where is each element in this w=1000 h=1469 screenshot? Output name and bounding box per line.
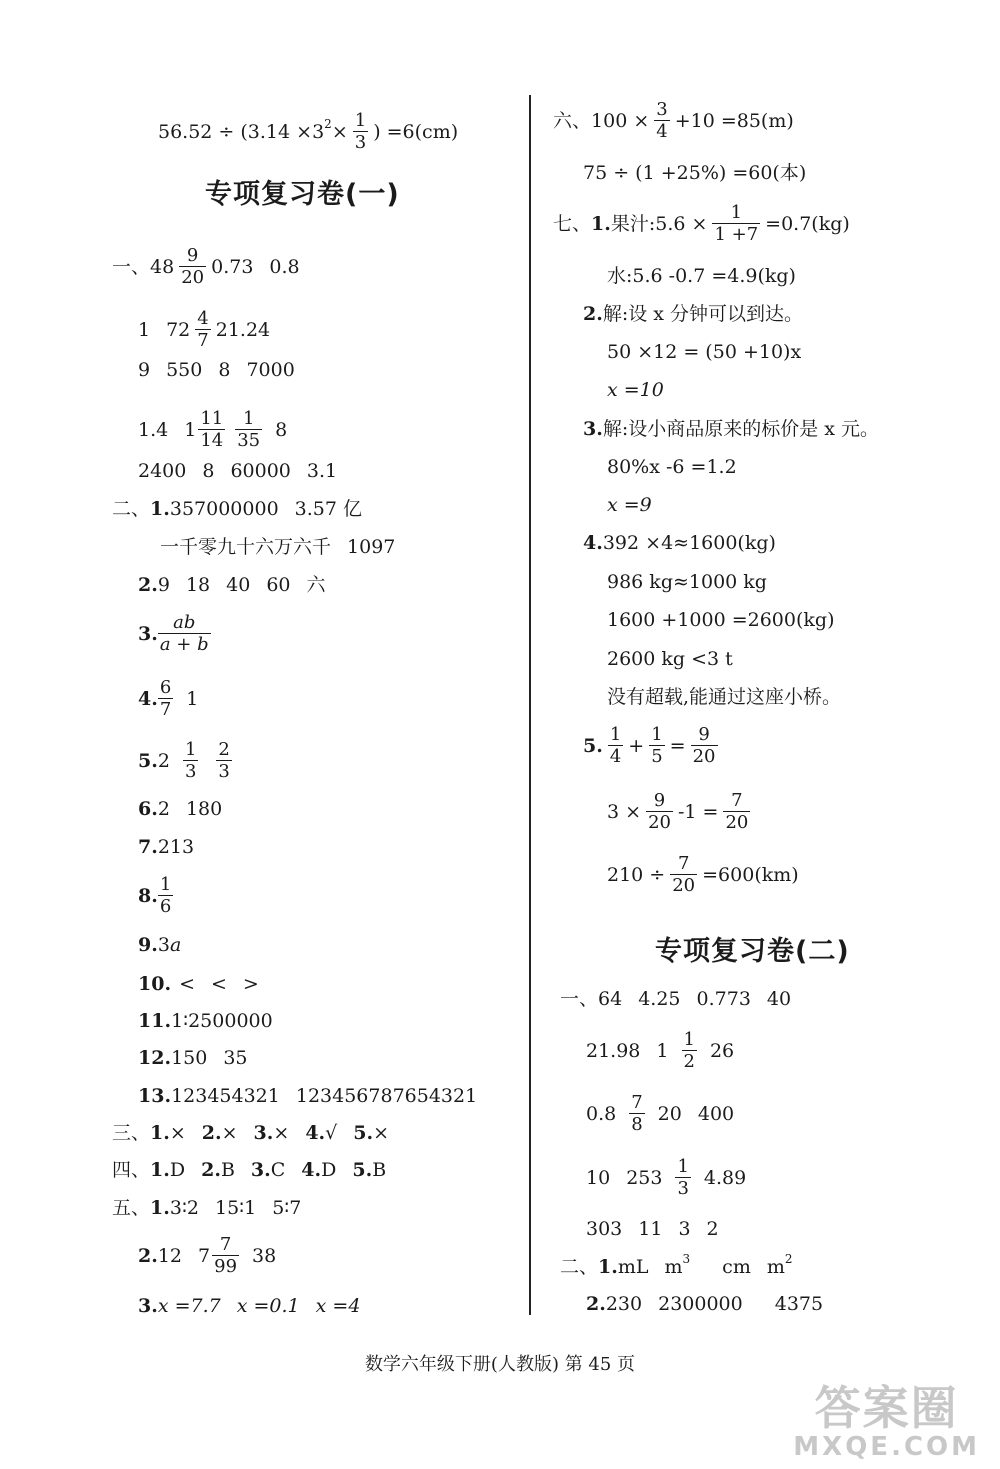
t2-s1-row-4: 10 253 $\frac{1}{3}$ 4.89 (586, 1156, 747, 1199)
fraction: $\frac{9}{20}$ (648, 790, 671, 833)
s2-item-4: 4. $\frac{6}{7}$ 1 (138, 677, 199, 720)
t2-s2-item-2: 2. 230 2300000 4375 (586, 1293, 824, 1315)
fraction: $\frac{9}{20}$ (181, 245, 205, 288)
s2-item-6: 6. 2 180 (138, 798, 223, 820)
s7-item-1: 七、 1. 果汁:5.6 × $\frac{1}{1 +7}$ =0.7(kg) (553, 202, 850, 245)
s2-item-12: 12. 150 35 (138, 1047, 248, 1069)
fraction: $\frac{1}{2}$ (683, 1029, 695, 1072)
s7-item-3-eq: 80%x -6 =1.2 (607, 456, 737, 478)
s7-item-4-b: 986 kg≈1000 kg (607, 571, 767, 593)
fraction: $\frac{1}{3}$ (354, 110, 367, 153)
fraction: $\frac{1}{1 +7}$ (714, 202, 759, 245)
s7-item-3: 3. 解:设小商品原来的标价是 x 元。 (583, 418, 880, 440)
fraction: $\frac{7}{20}$ (725, 790, 749, 833)
s7-item-5-line-3: 210 ÷ $\frac{7}{20}$ =600(km) (607, 853, 799, 896)
s2-item-3: 3. $\frac{ab}{a + b}$ (138, 612, 209, 655)
fraction: $\frac{1}{3}$ (184, 739, 197, 782)
page-footer: 数学六年级下册(人教版) 第 45 页 (364, 1354, 636, 1375)
s7-item-2: 2. 解:设 x 分钟可以到达。 (583, 303, 804, 325)
t2-s1-row-3: 0.8 $\frac{7}{8}$ 20 400 (586, 1092, 735, 1135)
t2-s1-row-1: 一、 64 4.25 0.773 40 (560, 988, 792, 1010)
s7-item-3-ans: x =9 (607, 494, 652, 516)
section-title-1: 专项复习卷(一) (205, 179, 400, 210)
s1-row-5: 2400 8 60000 3.1 (138, 460, 338, 482)
fraction: $\frac{1}{35}$ (237, 408, 261, 451)
s2-item-13: 13. 123454321 123456787654321 (138, 1085, 478, 1107)
s5-item-3: 3. x =7.7 x =0.1 x =4 (138, 1295, 361, 1317)
s7-item-5-line-2: 3 × $\frac{9}{20}$ -1 = $\frac{7}{20}$ (607, 790, 749, 833)
s2-item-1: 二、 1. 357000000 3.57 亿 (112, 498, 363, 520)
s4-row: 四、 1. D 2. B 3. C 4. D 5. B (112, 1159, 387, 1181)
column-divider (529, 95, 531, 1315)
s7-item-4-e: 没有超载,能通过这座小桥。 (607, 686, 842, 708)
s7-item-1-water: 水:5.6 -0.7 =4.9(kg) (607, 265, 796, 287)
s7-item-2-ans: x =10 (607, 379, 664, 401)
s2-item-8: 8. $\frac{1}{6}$ (138, 874, 172, 917)
section-title-2: 专项复习卷(二) (655, 936, 850, 967)
fraction: $\frac{1}{3}$ (677, 1156, 689, 1199)
s7-item-4: 4. 392 ×4≈1600(kg) (583, 532, 776, 554)
s2-item-10: 10. < < > (138, 973, 259, 995)
t2-s1-row-5: 303 11 3 2 (586, 1218, 719, 1240)
fraction: $\frac{7}{8}$ (631, 1092, 643, 1135)
fraction: $\frac{1}{5}$ (651, 724, 663, 767)
s1-row-1: 一、 48 $\frac{9}{20}$ 0.73 0.8 (112, 245, 300, 288)
fraction: $\frac{1}{6}$ (159, 874, 172, 917)
s7-item-4-c: 1600 +1000 =2600(kg) (607, 609, 835, 631)
mixed-number: 1 $\frac{11}{14}$ (184, 408, 224, 451)
fraction: $\frac{2}{3}$ (218, 739, 230, 782)
s6-line-1: 六、 100 × $\frac{3}{4}$ +10 =85(m) (553, 99, 794, 142)
s7-item-4-d: 2600 kg <3 t (607, 648, 733, 670)
s7-item-2-eq: 50 ×12 = (50 +10)x (607, 341, 802, 363)
s1-row-4: 1.4 1 $\frac{11}{14}$ $\frac{1}{35}$ 8 (138, 408, 288, 451)
s2-item-5: 5. 2 $\frac{1}{3}$ $\frac{2}{3}$ (138, 739, 230, 782)
s2-item-2: 2. 9 18 40 60 六 (138, 574, 326, 596)
s2-item-11: 11. 1∶2500000 (138, 1010, 273, 1032)
mixed-number: 7 $\frac{7}{99}$ (198, 1234, 238, 1277)
s2-item-7: 7. 213 (138, 836, 195, 858)
top-equation: 56.52 ÷ (3.14 ×3 2 × $\frac{1}{3}$ ) =6(cm) (158, 110, 459, 153)
fraction: $\frac{3}{4}$ (656, 99, 668, 142)
fraction: $\frac{9}{20}$ (692, 724, 716, 767)
s1-row-3: 9 550 8 7000 (138, 359, 295, 381)
t2-s1-row-2: 21.98 1 $\frac{1}{2}$ 26 (586, 1029, 735, 1072)
t2-s2-item-1: 二、 1. mL m 3 cm m 2 (560, 1252, 793, 1278)
fraction: $\frac{1}{4}$ (609, 724, 622, 767)
s7-item-5: 5. $\frac{1}{4}$ + $\frac{1}{5}$ = $\frac{9}{20}$ (583, 724, 716, 767)
fraction: $\frac{4}{7}$ (197, 308, 209, 351)
watermark-logo: 答案圈 MXQE.COM (793, 1381, 980, 1462)
fraction: $\frac{6}{7}$ (159, 677, 172, 720)
s1-row-2: 1 72 $\frac{4}{7}$ 21.24 (138, 308, 271, 351)
s3-row: 三、 1. × 2. × 3. × 4. √ 5. × (112, 1122, 390, 1144)
fraction: $\frac{7}{20}$ (672, 853, 696, 896)
s6-line-2: 75 ÷ (1 +25%) =60(本) (583, 162, 807, 184)
fraction: $\frac{ab}{a + b}$ (159, 612, 209, 655)
s2-item-1b: 一千零九十六万六千 1097 (160, 536, 396, 558)
s5-item-1: 五、 1. 3∶2 15∶1 5∶7 (112, 1197, 302, 1219)
s5-item-2: 2. 12 7 $\frac{7}{99}$ 38 (138, 1234, 277, 1277)
s2-item-9: 9. 3 a (138, 934, 182, 956)
